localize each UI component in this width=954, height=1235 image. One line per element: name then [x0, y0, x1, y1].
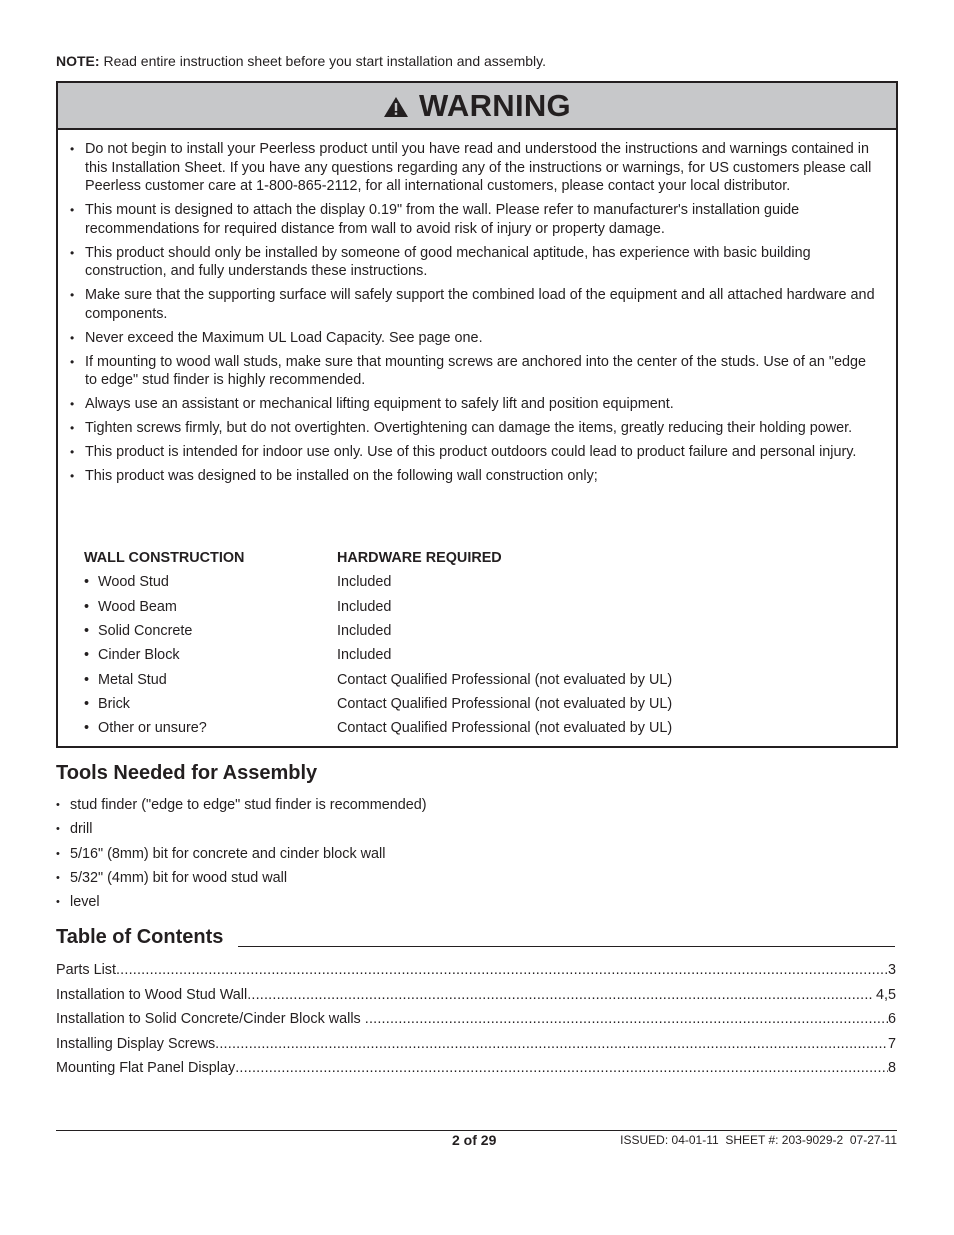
footer-divider — [56, 1130, 897, 1131]
toc-page: 8 — [887, 1060, 896, 1076]
wall-type: Brick — [98, 695, 130, 712]
note-text: Read entire instruction sheet before you start installation and assembly. — [99, 53, 546, 69]
hardware-required: Included — [337, 622, 392, 639]
tools-list — [56, 797, 427, 918]
toc-leader — [215, 1036, 888, 1052]
wall-type: Wood Stud — [98, 574, 169, 591]
list-item: • level — [56, 894, 427, 918]
toc-title: Parts List — [56, 962, 116, 978]
warning-triangle-icon — [383, 96, 409, 118]
hardware-required: Contact Qualified Professional (not evaluated by UL) — [337, 695, 673, 712]
toc-leader — [116, 962, 888, 978]
toc-title: Installation to Solid Concrete/Cinder Block walls — [56, 1011, 365, 1027]
warning-item: • If mounting to wood wall studs, make sure that mounting screws are anchored into the center of the studs. Use of an "edge to edge" stud finder is highly recommended. — [70, 353, 878, 390]
warning-item: • Always use an assistant or mechanical lifting equipment to safely lift and position equipment. — [70, 395, 878, 414]
hardware-required: Contact Qualified Professional (not evaluated by UL) — [337, 720, 673, 737]
hardware-required: Included — [337, 647, 392, 664]
header-wall: WALL CONSTRUCTION — [84, 550, 245, 566]
warning-title: WARNING — [419, 87, 571, 123]
wall-type: Other or unsure? — [98, 720, 207, 737]
warning-header — [58, 83, 896, 130]
warning-item: • This product was designed to be installed on the following wall construction only; — [70, 467, 878, 486]
wall-type: Cinder Block — [98, 647, 180, 664]
warning-box: WARNING • Do not begin to install your Peerless product until you have read and understood the instructions and warnings contained in this Installation Sheet. If you have any questions regarding any of the instructions or warnings, for US customers please call Peerless customer care at 1-800-865-2112, for all international customers, please contact your local distributor. • This mount is designed to attach the display 0.19" from the wall. Please refer to manufacturer's installation guide recommendations for required distance from wall to avoid risk of injury or property damage. • This product should only be installed by someone of good mechanical aptitude, has experience with basic building construction, and fully understands these instructions. • Make sure that the supporting surface will safely support the combined load of the equipment and all attached hardware and components. • Never exceed the Maximum UL Load Capacity. See page one. • If mounting to wood wall studs, make sure that mounting screws are anchored into the center of the studs. Use of an "edge to edge" stud finder is highly recommended. • Always use an assistant or mechanical lifting equipment to safely lift and position equipment. • Tighten screws firmly, but do not overtighten. Overtightening can damage the items, greatly reducing their holding power. • This product is intended for indoor use only. Use of this product outdoors could lead to product failure and personal injury. • This product was designed to be installed on the following wall construction only; WALL CONSTRUCTION HARDWARE REQUIRED • Wood Stud Included • Wood Beam Included • Solid Concrete Included • Cinder Block Included • Metal Stud Contact Qualified Professional (not evaluated by UL) • Brick Contact Qualified Professional (not evaluated by UL) • Other or unsure? Contact Qualified Professional (not evaluated by UL) — [56, 81, 898, 748]
toc-entry[interactable] — [56, 987, 896, 1012]
list-item: • 5/32" (4mm) bit for wood stud wall — [56, 870, 427, 894]
warning-item: • Never exceed the Maximum UL Load Capacity. See page one. — [70, 329, 878, 348]
wall-type: Solid Concrete — [98, 622, 193, 639]
toc-page: 7 — [887, 1035, 896, 1052]
hardware-required: Contact Qualified Professional (not evaluated by UL) — [337, 671, 673, 688]
hardware-required: Included — [337, 598, 392, 615]
toc-entry[interactable] — [56, 1011, 896, 1036]
toc-entry[interactable] — [56, 962, 896, 987]
toc-leader — [365, 1011, 888, 1027]
tools-heading: Tools Needed for Assembly — [56, 762, 318, 784]
warning-item: • Do not begin to install your Peerless product until you have read and understood the instructions and warnings contained in this Installation Sheet. If you have any questions regarding any of the instructions or warnings, for US customers please call Peerless customer care at 1-800-865-2112, for all international customers, please contact your local distributor. — [70, 140, 878, 196]
toc-leader — [247, 987, 872, 1003]
list-item: • stud finder ("edge to edge" stud finder is recommended) — [56, 797, 427, 821]
warning-item: • This product should only be installed by someone of good mechanical aptitude, has experience with basic building construction, and fully understands these instructions. — [70, 244, 878, 281]
list-item: • 5/16" (8mm) bit for concrete and cinder block wall — [56, 846, 427, 870]
toc-title: Installing Display Screws — [56, 1035, 216, 1052]
note-line — [56, 53, 546, 69]
toc-page: 3 — [887, 962, 896, 978]
page-number: 2 of 29 — [452, 1132, 497, 1148]
wall-type: Wood Beam — [98, 598, 177, 615]
wall-type: Metal Stud — [98, 671, 167, 688]
header-hardware: HARDWARE REQUIRED — [337, 550, 502, 566]
table-of-contents — [56, 962, 896, 1085]
warning-list — [70, 140, 878, 491]
warning-item: • Tighten screws firmly, but do not overtighten. Overtightening can damage the items, greatly reducing their holding power. — [70, 419, 878, 438]
toc-entry[interactable] — [56, 1036, 896, 1061]
warning-item: • This product is intended for indoor use only. Use of this product outdoors could lead to product failure and personal injury. — [70, 443, 878, 462]
list-item: • drill — [56, 821, 427, 845]
toc-entry[interactable] — [56, 1060, 896, 1085]
toc-divider — [238, 946, 895, 947]
warning-item: • Make sure that the supporting surface will safely support the combined load of the equipment and all attached hardware and components. — [70, 286, 878, 323]
toc-page: 6 — [887, 1011, 896, 1027]
toc-page: 4,5 — [871, 986, 896, 1003]
note-label: NOTE: — [56, 53, 100, 69]
sheet-info: ISSUED: 04-01-11 SHEET #: 203-9029-2 07-27-11 — [620, 1133, 897, 1147]
hardware-required: Included — [337, 574, 392, 591]
toc-heading: Table of Contents — [56, 926, 224, 948]
toc-title: Installation to Wood Stud Wall — [56, 986, 248, 1003]
warning-item: • This mount is designed to attach the display 0.19" from the wall. Please refer to manufacturer's installation guide recommendations for required distance from wall to avoid risk of injury or property damage. — [70, 201, 878, 238]
toc-title: Mounting Flat Panel Display — [56, 1060, 236, 1076]
toc-leader — [235, 1060, 888, 1076]
